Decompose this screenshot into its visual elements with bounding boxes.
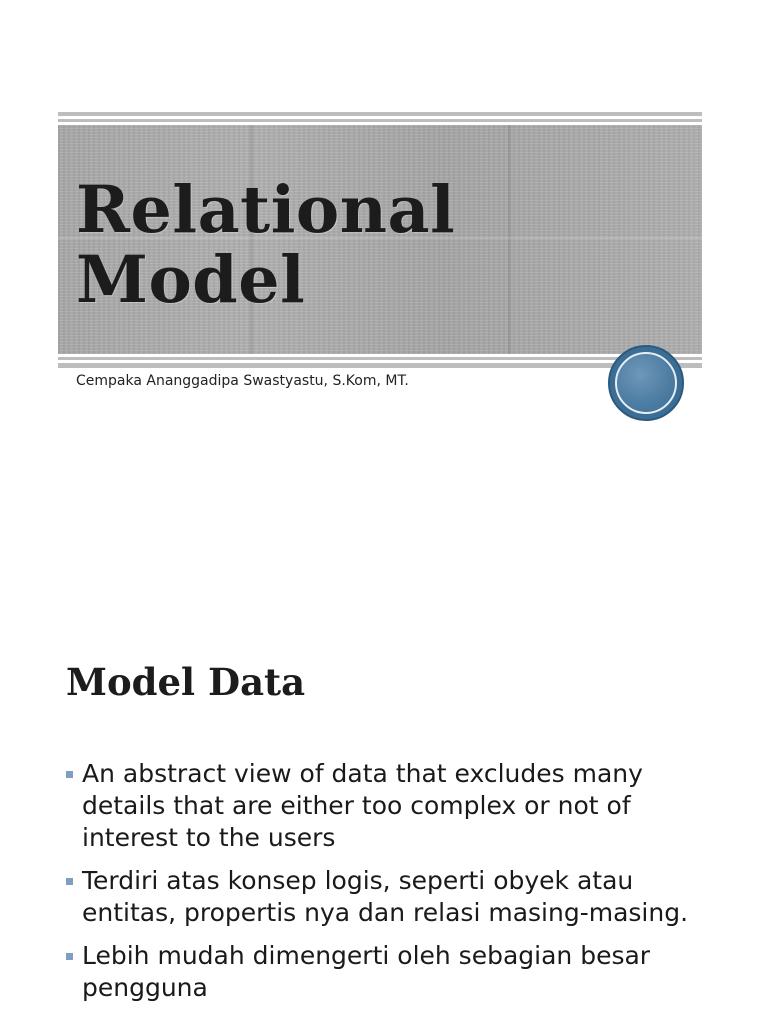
banner-rule [58,357,702,360]
bullet-list [66,758,706,1015]
list-item [66,940,706,1004]
bullet-text: An abstract view of data that excludes many details that are either too complex or not of interest to the users [82,759,643,852]
bullet-square-icon [66,953,73,960]
slide-title [76,172,456,318]
title-line-1: Relational [76,172,456,248]
bullet-text: Terdiri atas konsep logis, seperti obyek atau entitas, propertis nya dan relasi masing-masing. [82,866,689,927]
banner-rule [58,119,702,122]
banner-rule [58,112,702,116]
banner-texture [58,125,702,354]
decorative-circle-icon [608,345,684,421]
slide-heading: Model Data [66,660,306,704]
bullet-text: Lebih mudah dimengerti oleh sebagian besar pengguna [82,941,651,1002]
author-name: Cempaka Ananggadipa Swastyastu, S.Kom, MT. [76,373,409,389]
title-line-2: Model [76,242,306,318]
banner-rule [58,363,702,368]
list-item [66,865,706,929]
list-item [66,758,706,854]
decorative-circle-inner [615,352,677,414]
texture-seam [508,125,511,354]
title-banner [58,112,702,368]
content-slide [0,560,768,1024]
bullet-square-icon [66,878,73,885]
bullet-square-icon [66,771,73,778]
